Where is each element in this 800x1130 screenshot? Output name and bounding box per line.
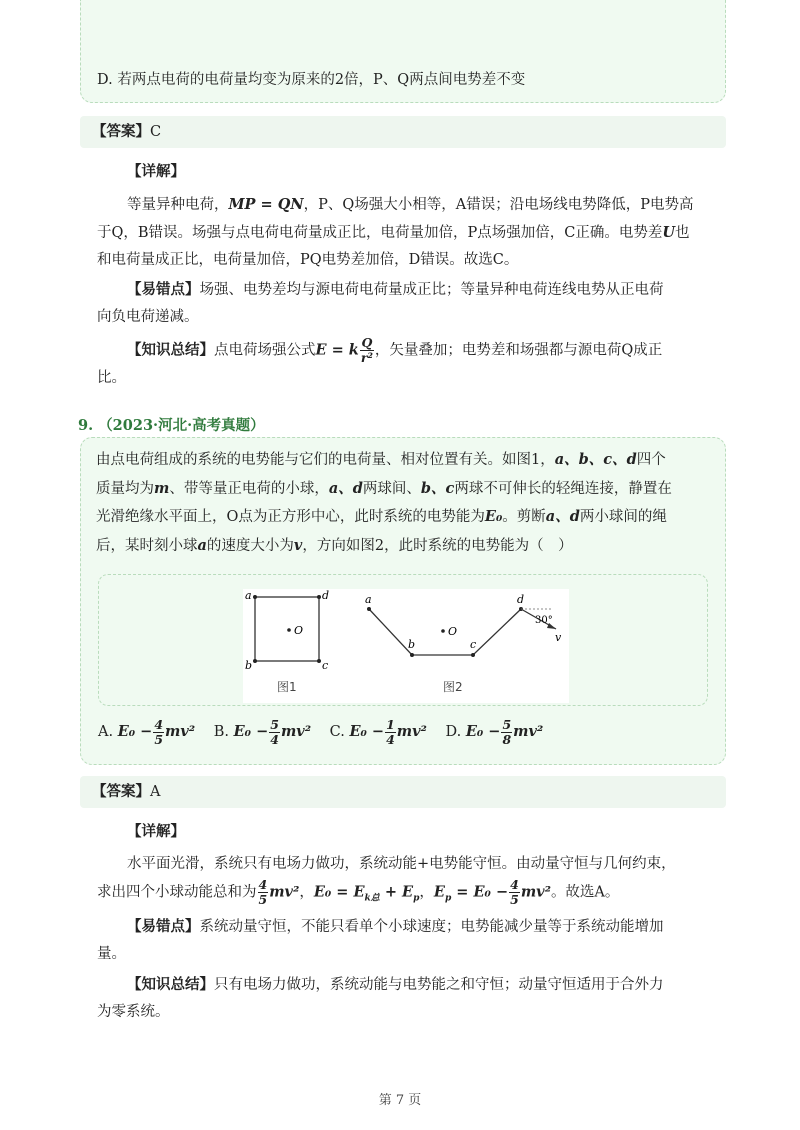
question-9-box: [80, 437, 726, 765]
answer-bar-8: [80, 116, 726, 148]
fig2-label-d: d: [517, 593, 525, 606]
explanation-8: 等量异种电荷，MP = QN，P、Q场强大小相等，A错误；沿电场线电势降低，P电势高 于Q，B错误。场强与点电荷电荷量成正比，电荷量加倍，P点场强加倍，C正确。电势差U也 和电荷量成正比，电荷量加倍，PQ电势差加倍，D错误。故选C。: [97, 196, 694, 268]
answer-label: 【答案】: [92, 123, 150, 140]
option-a[interactable]: A. E₀ − $\frac{4}{5}$ mv²: [98, 716, 196, 747]
answer-bar-9: [80, 776, 726, 808]
option-d: D. 若两点电荷的电荷量均变为原来的2倍，P、Q两点间电势差不变: [97, 72, 526, 88]
question-9-stem: 由点电荷组成的系统的电势能与它们的电荷量、相对位置有关。如图1，a、b、c、d四个 质量均为m、带等量正电荷的小球，a、d两球间、b、c两球不可伸长的轻绳连接，静置在 光滑绝缘水平面上，O点为正方形中心，此时系统的电势能为E₀。剪断a、d两小球间的绳 后，某时刻小球a的速度大小为v，方向如图2，此时系统的电势能为（ ）: [96, 451, 672, 554]
fraction-q-r2: $\frac{Q}{\text{r²}}$: [360, 335, 373, 365]
knowledge-summary-8: 【知识总结】点电荷场强公式E = k $\frac{Q}{\text{r²}}$ ，矢量叠加；电势差和场强都与源电荷Q成正 比。: [97, 335, 663, 386]
answer-label: 【答案】: [92, 783, 150, 800]
fig1-label-a: a: [245, 589, 252, 602]
question-9-title: 9. （2023·河北·高考真题）: [78, 417, 265, 434]
error-point-8: 【易错点】场强、电势差均与源电荷电荷量成正比；等量异种电荷连线电势从正电荷 向负电荷递减。: [97, 281, 664, 325]
previous-question-box: [80, 0, 726, 103]
fig2-caption: 图2: [443, 680, 463, 694]
error-point-9: 【易错点】系统动量守恒，不能只看单个小球速度；电势能减少量等于系统动能增加 量。: [97, 918, 664, 962]
detail-label-8: 【详解】: [127, 163, 185, 180]
fig1-label-d: d: [322, 589, 330, 602]
option-c[interactable]: C. E₀ − $\frac{1}{4}$ mv²: [329, 716, 427, 747]
fig2-label-a: a: [365, 593, 372, 606]
fig2-angle: 30°: [535, 615, 553, 626]
page-number: 第 7 页: [378, 1093, 422, 1108]
answer-value: A: [150, 784, 161, 800]
question-9-figures: [99, 575, 709, 707]
knowledge-summary-9: 【知识总结】只有电场力做功，系统动能与电势能之和守恒；动量守恒适用于合外力 为零系统。: [97, 976, 664, 1020]
fig2-label-c: c: [470, 638, 477, 651]
fig2-label-o: O: [448, 625, 458, 638]
option-b[interactable]: B. E₀ − $\frac{5}{4}$ mv²: [213, 716, 312, 747]
fig2-label-b: b: [408, 638, 416, 651]
detail-label-9: 【详解】: [127, 823, 185, 840]
option-d-q9[interactable]: D. E₀ − $\frac{5}{8}$ mv²: [445, 716, 544, 747]
fig2-label-v: v: [555, 631, 562, 644]
figure-container: [98, 574, 708, 706]
fig1-caption: 图1: [277, 680, 297, 694]
explanation-9: 水平面光滑，系统只有电场力做功，系统动能+电势能守恒。由动量守恒与几何约束， 求出四个小球动能总和为 $\frac{4}{5}$ mv²，$E_0 = E_{k总} + E_p$，$E_p = E_0$ − $\frac{4}{5}$ mv²。故选A。: [97, 856, 676, 907]
fig1-label-c: c: [322, 659, 329, 672]
fig1-label-b: b: [245, 659, 253, 672]
fig1-label-o: O: [294, 624, 304, 637]
question-9-options: [98, 714, 557, 750]
answer-value: C: [150, 124, 162, 140]
